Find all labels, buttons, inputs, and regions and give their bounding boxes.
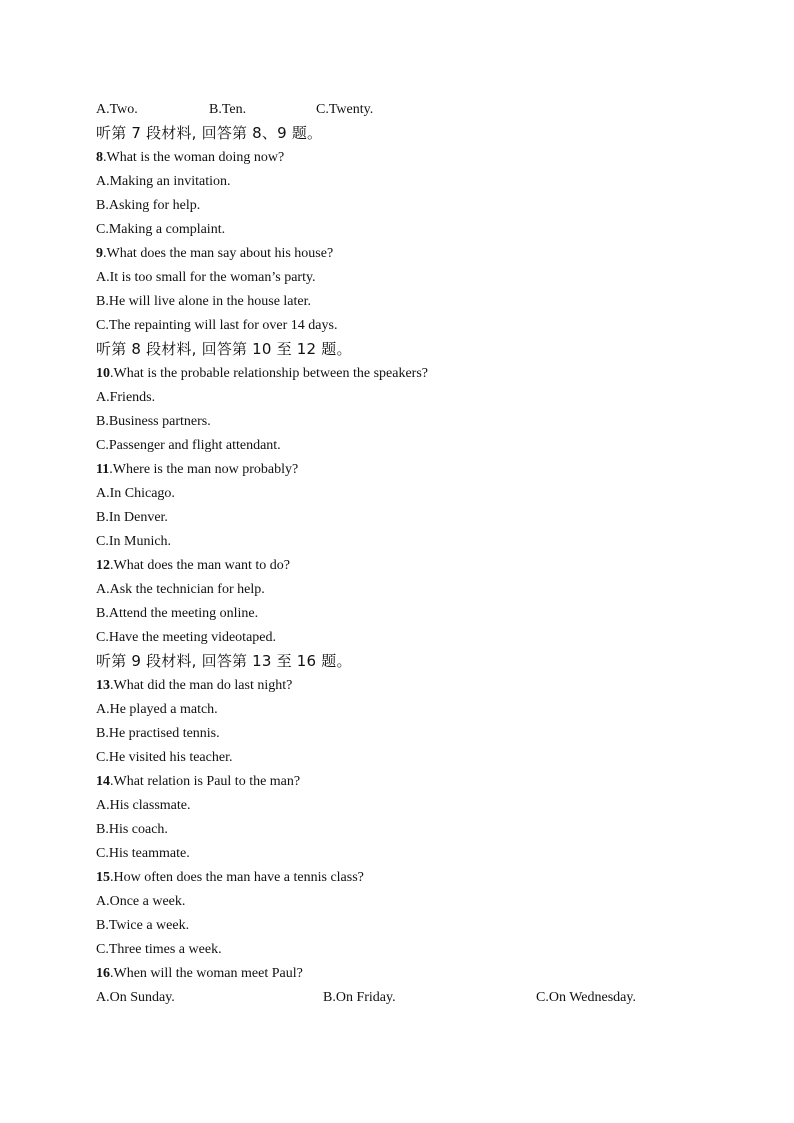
option: C.Have the meeting videotaped. (96, 630, 276, 645)
question-11 (96, 461, 298, 479)
question-number: 9 (96, 246, 103, 261)
option: A.It is too small for the woman’s party. (96, 270, 316, 285)
question-text: .When will the woman meet Paul? (110, 966, 303, 981)
option: C.Passenger and flight attendant. (96, 438, 281, 453)
option: B.His coach. (96, 822, 168, 837)
option-a: A.On Sunday. (96, 990, 175, 1005)
option: B.Business partners. (96, 414, 211, 429)
option-b: B.On Friday. (323, 990, 396, 1005)
question-number: 14 (96, 774, 110, 789)
question-number: 15 (96, 870, 110, 885)
option: A.Ask the technician for help. (96, 582, 265, 597)
option-b: B.Ten. (209, 102, 247, 117)
question-text: .How often does the man have a tennis class? (110, 870, 364, 885)
option: B.Asking for help. (96, 198, 201, 213)
question-8 (96, 149, 284, 167)
option: A.Making an invitation. (96, 174, 231, 189)
question-number: 11 (96, 462, 110, 477)
option: A.His classmate. (96, 798, 191, 813)
question-text: .Where is the man now probably? (109, 462, 299, 477)
option-c: C.On Wednesday. (536, 990, 636, 1005)
option: B.He practised tennis. (96, 726, 220, 741)
section-header: 听第 9 段材料, 回答第 13 至 16 题。 (96, 652, 352, 670)
option-a: A.Two. (96, 102, 138, 117)
option: A.He played a match. (96, 702, 218, 717)
question-text: .What does the man say about his house? (103, 246, 334, 261)
option-c: C.Twenty. (316, 102, 374, 117)
question-text: .What relation is Paul to the man? (110, 774, 301, 789)
question-15 (96, 869, 364, 887)
option: C.The repainting will last for over 14 days. (96, 318, 338, 333)
option: A.In Chicago. (96, 486, 175, 501)
question-10 (96, 365, 428, 383)
option: B.Attend the meeting online. (96, 606, 259, 621)
option: C.Three times a week. (96, 942, 222, 957)
section-header: 听第 7 段材料, 回答第 8、9 题。 (96, 124, 323, 142)
question-text: .What does the man want to do? (110, 558, 291, 573)
option: A.Once a week. (96, 894, 186, 909)
question-text: .What did the man do last night? (110, 678, 293, 693)
option: B.He will live alone in the house later. (96, 294, 312, 309)
question-number: 16 (96, 966, 110, 981)
question-number: 8 (96, 150, 103, 165)
question-text: .What is the probable relationship between the speakers? (110, 366, 428, 381)
option: C.He visited his teacher. (96, 750, 233, 765)
option: C.His teammate. (96, 846, 190, 861)
question-number: 10 (96, 366, 110, 381)
question-9 (96, 245, 333, 263)
question-16 (96, 965, 303, 983)
question-text: .What is the woman doing now? (103, 150, 285, 165)
option: B.In Denver. (96, 510, 168, 525)
question-number: 12 (96, 558, 110, 573)
option: B.Twice a week. (96, 918, 190, 933)
question-12 (96, 557, 290, 575)
section-header: 听第 8 段材料, 回答第 10 至 12 题。 (96, 340, 352, 358)
question-number: 13 (96, 678, 110, 693)
question-14 (96, 773, 300, 791)
option: C.In Munich. (96, 534, 172, 549)
option: C.Making a complaint. (96, 222, 226, 237)
option: A.Friends. (96, 390, 156, 405)
question-13 (96, 677, 292, 695)
